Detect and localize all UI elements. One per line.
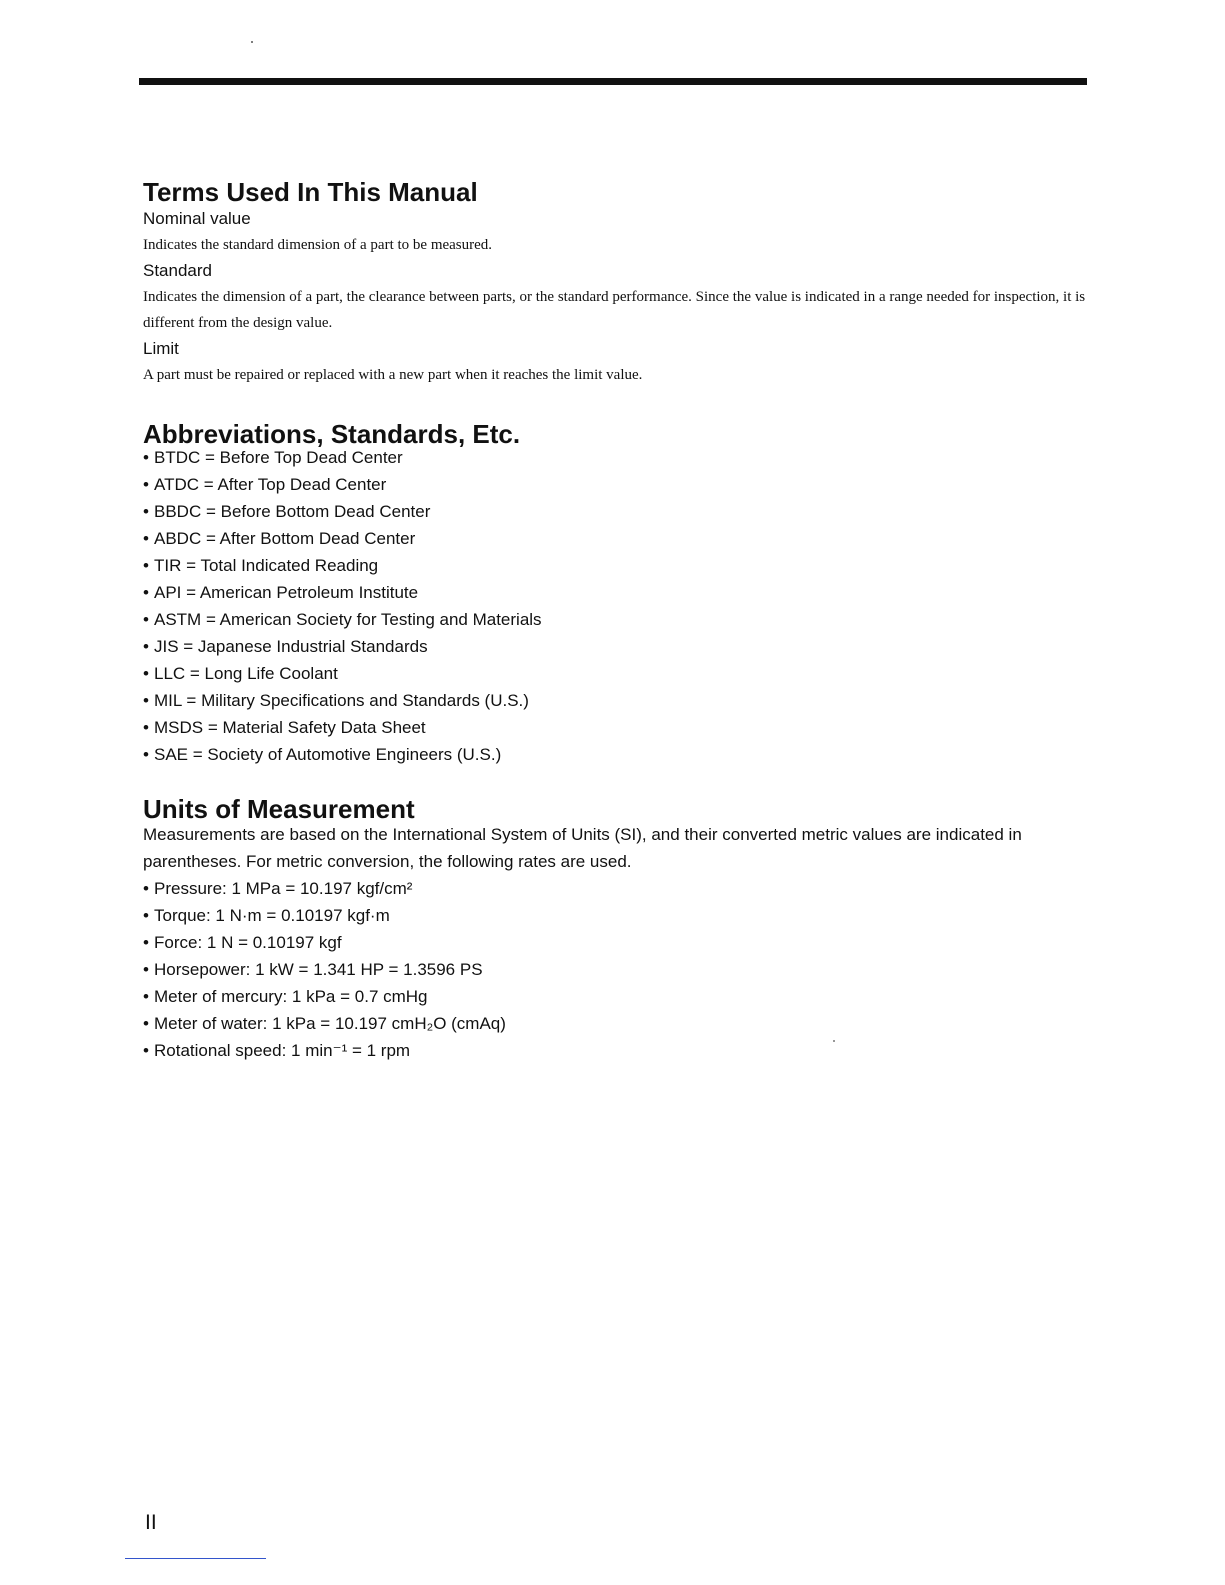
list-item: • Meter of mercury: 1 kPa = 0.7 cmHg — [143, 983, 1088, 1010]
list-item: • Rotational speed: 1 min⁻¹ = 1 rpm — [143, 1037, 1088, 1064]
list-item: • Horsepower: 1 kW = 1.341 HP = 1.3596 PS — [143, 956, 1088, 983]
list-item: • ATDC = After Top Dead Center — [143, 471, 1088, 498]
list-item: • BTDC = Before Top Dead Center — [143, 444, 1088, 471]
bullet-icon: • — [143, 502, 149, 521]
list-item: • Force: 1 N = 0.10197 kgf — [143, 929, 1088, 956]
list-item: • MIL = Military Specifications and Standards (U.S.) — [143, 687, 1088, 714]
list-item: • TIR = Total Indicated Reading — [143, 552, 1088, 579]
term-label-standard: Standard — [143, 261, 212, 280]
bullet-icon: • — [143, 691, 149, 710]
scan-speck — [251, 41, 253, 43]
bullet-icon: • — [143, 960, 149, 979]
bullet-icon: • — [143, 475, 149, 494]
list-item: • BBDC = Before Bottom Dead Center — [143, 498, 1088, 525]
list-item: • LLC = Long Life Coolant — [143, 660, 1088, 687]
list-item: • API = American Petroleum Institute — [143, 579, 1088, 606]
abbreviations-section — [143, 418, 1088, 768]
units-section — [143, 793, 1088, 1064]
bullet-icon: • — [143, 879, 149, 898]
list-item: • JIS = Japanese Industrial Standards — [143, 633, 1088, 660]
list-item: • ASTM = American Society for Testing and Materials — [143, 606, 1088, 633]
header-rule — [139, 78, 1087, 85]
terms-section — [143, 176, 1088, 388]
bullet-icon: • — [143, 718, 149, 737]
page-number: II — [145, 1511, 157, 1534]
units-list — [143, 875, 1088, 1064]
bullet-icon: • — [143, 1014, 149, 1033]
bullet-icon: • — [143, 664, 149, 683]
bullet-icon: • — [143, 906, 149, 925]
abbreviations-heading: Abbreviations, Standards, Etc. — [143, 419, 521, 449]
page-content — [143, 176, 1088, 1064]
bullet-icon: • — [143, 1041, 149, 1060]
bullet-icon: • — [143, 583, 149, 602]
bottom-underline — [125, 1558, 266, 1559]
term-label-nominal: Nominal value — [143, 209, 251, 228]
term-desc-standard: Indicates the dimension of a part, the clearance between parts, or the standard performance. Since the value is indicated in a range needed for inspection, it is different from the design value. — [143, 289, 1086, 331]
list-item: • Torque: 1 N·m = 0.10197 kgf·m — [143, 902, 1088, 929]
term-label-limit: Limit — [143, 339, 179, 358]
term-desc-nominal: Indicates the standard dimension of a part to be measured. — [143, 237, 493, 253]
list-item: • SAE = Society of Automotive Engineers (U.S.) — [143, 741, 1088, 768]
bullet-icon: • — [143, 556, 149, 575]
list-item: • MSDS = Material Safety Data Sheet — [143, 714, 1088, 741]
bullet-icon: • — [143, 637, 149, 656]
bullet-icon: • — [143, 987, 149, 1006]
units-heading: Units of Measurement — [143, 794, 415, 824]
bullet-icon: • — [143, 529, 149, 548]
list-item: • ABDC = After Bottom Dead Center — [143, 525, 1088, 552]
term-desc-limit: A part must be repaired or replaced with a new part when it reaches the limit value. — [143, 367, 643, 383]
units-intro: Measurements are based on the International System of Units (SI), and their converted metric values are indicated in parentheses. For metric conversion, the following rates are used. — [143, 825, 1022, 871]
bullet-icon: • — [143, 610, 149, 629]
list-item: • Meter of water: 1 kPa = 10.197 cmH₂O (cmAq) — [143, 1010, 1088, 1037]
bullet-icon: • — [143, 448, 149, 467]
list-item: • Pressure: 1 MPa = 10.197 kgf/cm² — [143, 875, 1088, 902]
terms-heading: Terms Used In This Manual — [143, 177, 478, 207]
abbreviations-list — [143, 444, 1088, 768]
bullet-icon: • — [143, 745, 149, 764]
bullet-icon: • — [143, 933, 149, 952]
